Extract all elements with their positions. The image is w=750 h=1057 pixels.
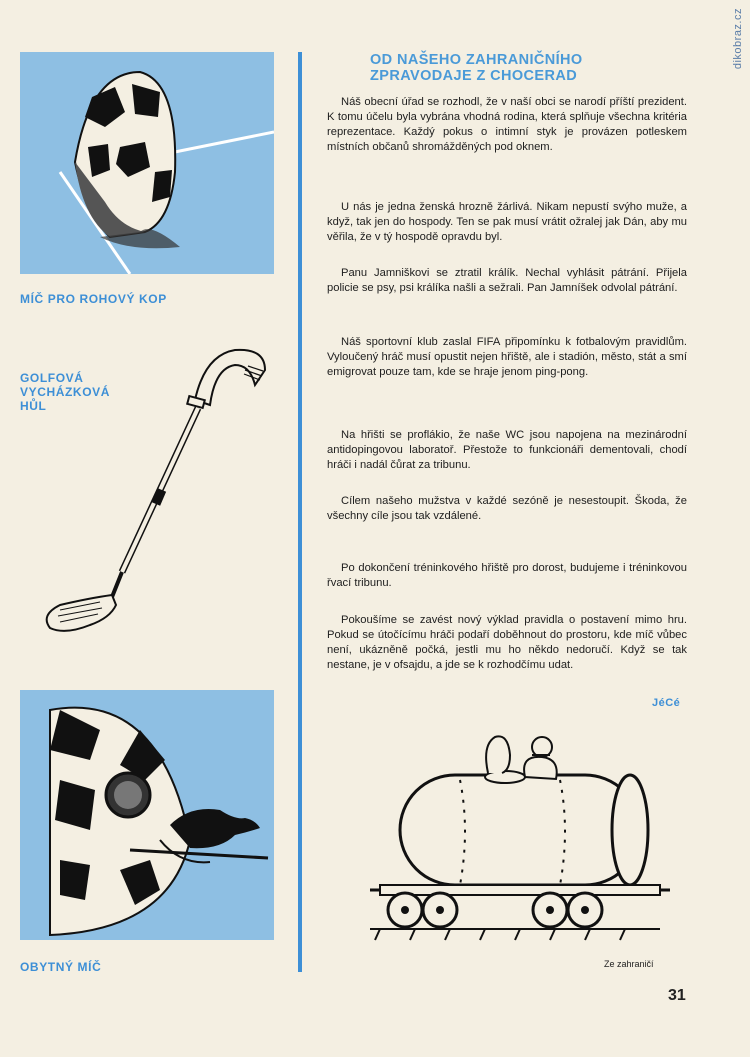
headline-line-1: OD NAŠEHO ZAHRANIČNÍHO bbox=[370, 52, 583, 68]
article-paragraph: Náš sportovní klub zaslal FIFA připomínku k fotbalovým pravidlům. Vyloučený hráč musí opustit nejen hřiště, ale i stadión, město, stát a smí emigrovat pouze tam, kde se hraje jenom ping-pong. bbox=[327, 336, 687, 378]
column-divider bbox=[298, 52, 302, 972]
caption-golf-stick: GOLFOVÁ VYCHÁZKOVÁ HŮL bbox=[20, 371, 111, 413]
headline-line-2: ZPRAVODAJE Z CHOCERAD bbox=[370, 68, 578, 84]
caption-living-ball: OBYTNÝ MÍČ bbox=[20, 960, 102, 974]
article-paragraph: U nás je jedna ženská hrozně žárlivá. Nikam nepustí svýho muže, a když, tak jen do hospody. Ten se pak musí vrátit ožralej jak Dán, aby mu věřila, že v tý hospodě opravdu byl. bbox=[327, 201, 687, 243]
article-paragraph: Cílem našeho mužstva v každé sezóně je nesestoupit. Škoda, že všechny cíle jsou tak vzdálené. bbox=[327, 495, 687, 522]
tank-wagon-cartoon bbox=[360, 715, 690, 950]
corner-ball-illustration bbox=[20, 52, 274, 274]
living-ball-illustration bbox=[20, 690, 274, 940]
author-signature: JéCé bbox=[652, 697, 681, 709]
caption-corner-ball: MÍČ PRO ROHOVÝ KOP bbox=[20, 292, 167, 306]
golf-walking-stick-illustration bbox=[30, 340, 280, 650]
article-paragraph: Pokoušíme se zavést nový výklad pravidla o postavení mimo hru. Pokud se útočícímu hráči podaří doběhnout do prostoru, kde míč vůbec není, ukázněně počká, jestli mu ho někdo nedoručí. Když se tak nestane, je v ofsajdu, a jde se k rozhodčímu udat. bbox=[327, 614, 687, 671]
article-paragraph: Panu Jamniškovi se ztratil králík. Nechal vyhlásit pátrání. Přijela policie se psy, psi králíka našli a sežrali. Pan Jamníšek odvolal pátrání. bbox=[327, 267, 687, 294]
cartoon-credit: Ze zahraničí bbox=[604, 959, 654, 969]
article-paragraph: Po dokončení tréninkového hřiště pro dorost, budujeme i tréninkovou řvací tribunu. bbox=[327, 562, 687, 589]
article-paragraph: Na hřišti se proflákio, že naše WC jsou napojena na mezinárodní antidopingovou laboratoř. Přestože to funkcionáři dementovali, chodí hráči i nadál čůrat za tribunu. bbox=[327, 429, 687, 471]
article-headline bbox=[370, 52, 630, 84]
page-number: 31 bbox=[668, 987, 686, 1004]
article-paragraph: Náš obecní úřad se rozhodl, že v naší obci se narodí příští prezident. K tomu účelu byla vybrána vhodná rodina, která splňuje všechna kritéria reprezentace. Každý pokus o intimní styk je provázen potleskem místních občanů shromážděných pod oknem. bbox=[327, 96, 687, 153]
site-watermark: dikobraz.cz bbox=[732, 8, 744, 70]
